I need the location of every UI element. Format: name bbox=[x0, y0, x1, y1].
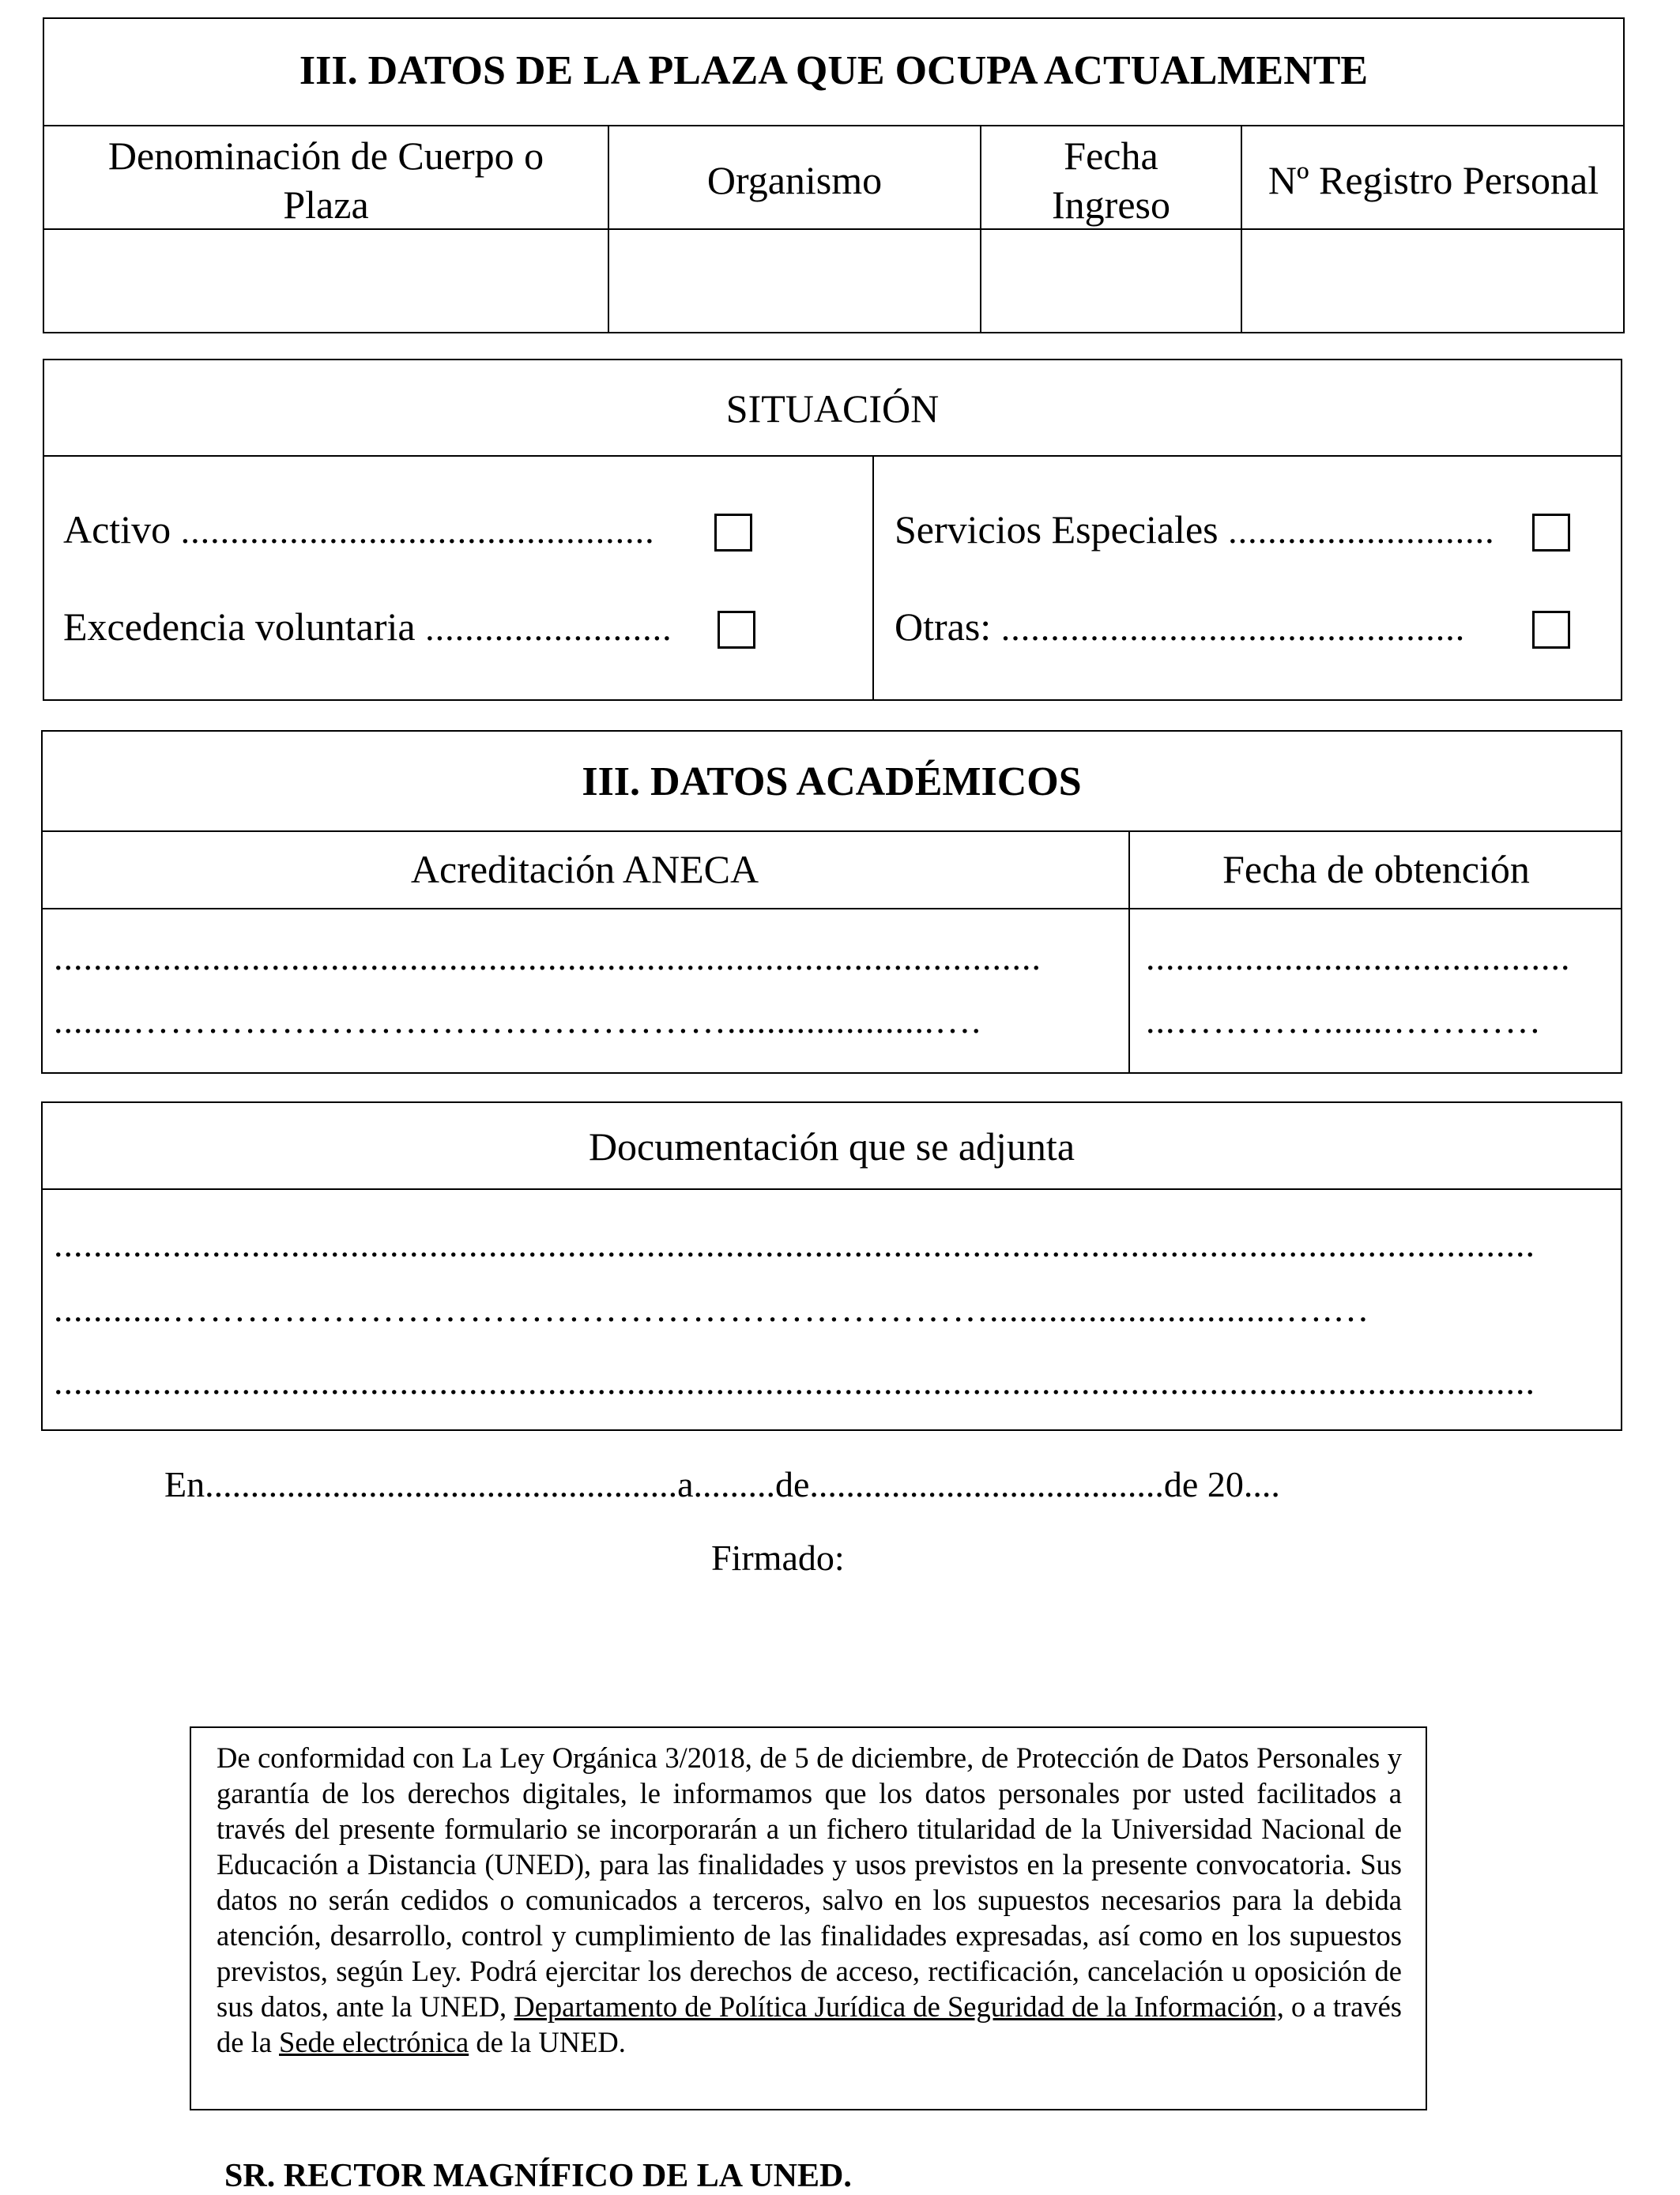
denominacion-field[interactable] bbox=[46, 232, 606, 331]
servicios-checkbox[interactable] bbox=[1532, 514, 1570, 552]
divider bbox=[41, 908, 1622, 909]
divider bbox=[41, 830, 1622, 832]
excedencia-dots: ......................... bbox=[425, 608, 672, 648]
place-date-line[interactable]: En....................................................a.........de.......................................de 20.... bbox=[164, 1464, 1280, 1504]
notice-middle: o a través de la bbox=[217, 1990, 1402, 2058]
fecha-obtencion-line-2[interactable]: ...………….......………… bbox=[1146, 1000, 1542, 1041]
divider bbox=[43, 455, 1622, 457]
fecha-ingreso-field[interactable] bbox=[983, 232, 1239, 331]
addressee: SR. RECTOR MAGNÍFICO DE LA UNED. bbox=[224, 2158, 852, 2194]
column-header-denominacion-line2: Plaza bbox=[283, 183, 369, 227]
column-header-denominacion-line1: Denominación de Cuerpo o bbox=[107, 134, 544, 178]
column-header-fecha-obtencion: Fecha de obtención bbox=[1222, 847, 1530, 891]
notice-end: de la UNED. bbox=[469, 2026, 626, 2058]
acreditacion-line-1[interactable]: .................................................................................................... bbox=[54, 937, 1042, 977]
otras-checkbox[interactable] bbox=[1532, 611, 1570, 649]
documentacion-line-3[interactable]: ...................................................................................................................................................... bbox=[54, 1361, 1535, 1402]
divider bbox=[872, 455, 874, 701]
registro-personal-field[interactable] bbox=[1244, 232, 1623, 331]
documentacion-line-2[interactable]: ............…………………………………………………………..............................….… bbox=[54, 1289, 1370, 1329]
activo-label: Activo bbox=[63, 507, 171, 552]
organismo-field[interactable] bbox=[611, 232, 978, 331]
excedencia-row bbox=[63, 604, 672, 649]
divider bbox=[41, 1188, 1622, 1190]
academicos-title: III. DATOS ACADÉMICOS bbox=[582, 759, 1082, 804]
column-header-organismo: Organismo bbox=[706, 158, 883, 202]
column-header-fecha-ingreso bbox=[981, 131, 1241, 229]
fecha-obtencion-line-1[interactable]: ........................................... bbox=[1146, 937, 1571, 977]
column-header-registro-personal: Nº Registro Personal bbox=[1268, 158, 1599, 202]
notice-body: De conformidad con La Ley Orgánica 3/2018, de 5 de diciembre, de Protección de Datos Personales y garantía de los derechos digitales, le informamos que los datos personales por usted facilitados a través del presente formulario se incorporarán a un fichero titularidad de la Universidad Nacional de Educación a Distancia (UNED), para las finalidades y usos previstos en la presente convocatoria. Sus datos no serán cedidos o comunicados a terceros, salvo en los supuestos necesarios para la debida atención, desarrollo, control y cumplimiento de las finalidades expresadas, así como en los supuestos previstos, según Ley. Podrá ejercitar los derechos de acceso, rectificación, cancelación u oposición de sus datos, ante la UNED, bbox=[217, 1741, 1402, 2023]
column-header-fecha-line2: Ingreso bbox=[1052, 183, 1170, 227]
sede-electronica-link[interactable]: Sede electrónica bbox=[279, 2026, 469, 2058]
activo-row bbox=[63, 506, 655, 552]
column-header-denominacion bbox=[44, 131, 608, 229]
column-header-fecha-line1: Fecha bbox=[1064, 134, 1158, 178]
excedencia-label: Excedencia voluntaria bbox=[63, 604, 416, 649]
documentacion-line-1[interactable]: ...................................................................................................................................................... bbox=[54, 1224, 1535, 1264]
plaza-section-title: III. DATOS DE LA PLAZA QUE OCUPA ACTUALMENTE bbox=[299, 48, 1369, 93]
servicios-row bbox=[895, 506, 1495, 552]
excedencia-checkbox[interactable] bbox=[718, 611, 755, 649]
acreditacion-line-2[interactable]: ........………………………………………….....................…. bbox=[54, 1000, 981, 1041]
documentacion-title: Documentación que se adjunta bbox=[588, 1124, 1075, 1169]
otras-label: Otras: bbox=[895, 604, 992, 649]
divider bbox=[43, 125, 1625, 126]
notice-text bbox=[217, 1740, 1402, 2060]
firmado-label: Firmado: bbox=[711, 1538, 845, 1578]
departamento-link[interactable]: Departamento de Política Jurídica de Seguridad de la Información, bbox=[514, 1990, 1284, 2023]
otras-dots: ............................................... bbox=[1000, 608, 1466, 648]
servicios-label: Servicios Especiales bbox=[895, 507, 1219, 552]
activo-dots: ................................................ bbox=[180, 510, 655, 551]
column-header-acreditacion: Acreditación ANECA bbox=[410, 847, 759, 891]
activo-checkbox[interactable] bbox=[714, 514, 752, 552]
servicios-dots: ........................... bbox=[1228, 510, 1495, 551]
situacion-title: SITUACIÓN bbox=[725, 386, 940, 431]
otras-row bbox=[895, 604, 1465, 649]
